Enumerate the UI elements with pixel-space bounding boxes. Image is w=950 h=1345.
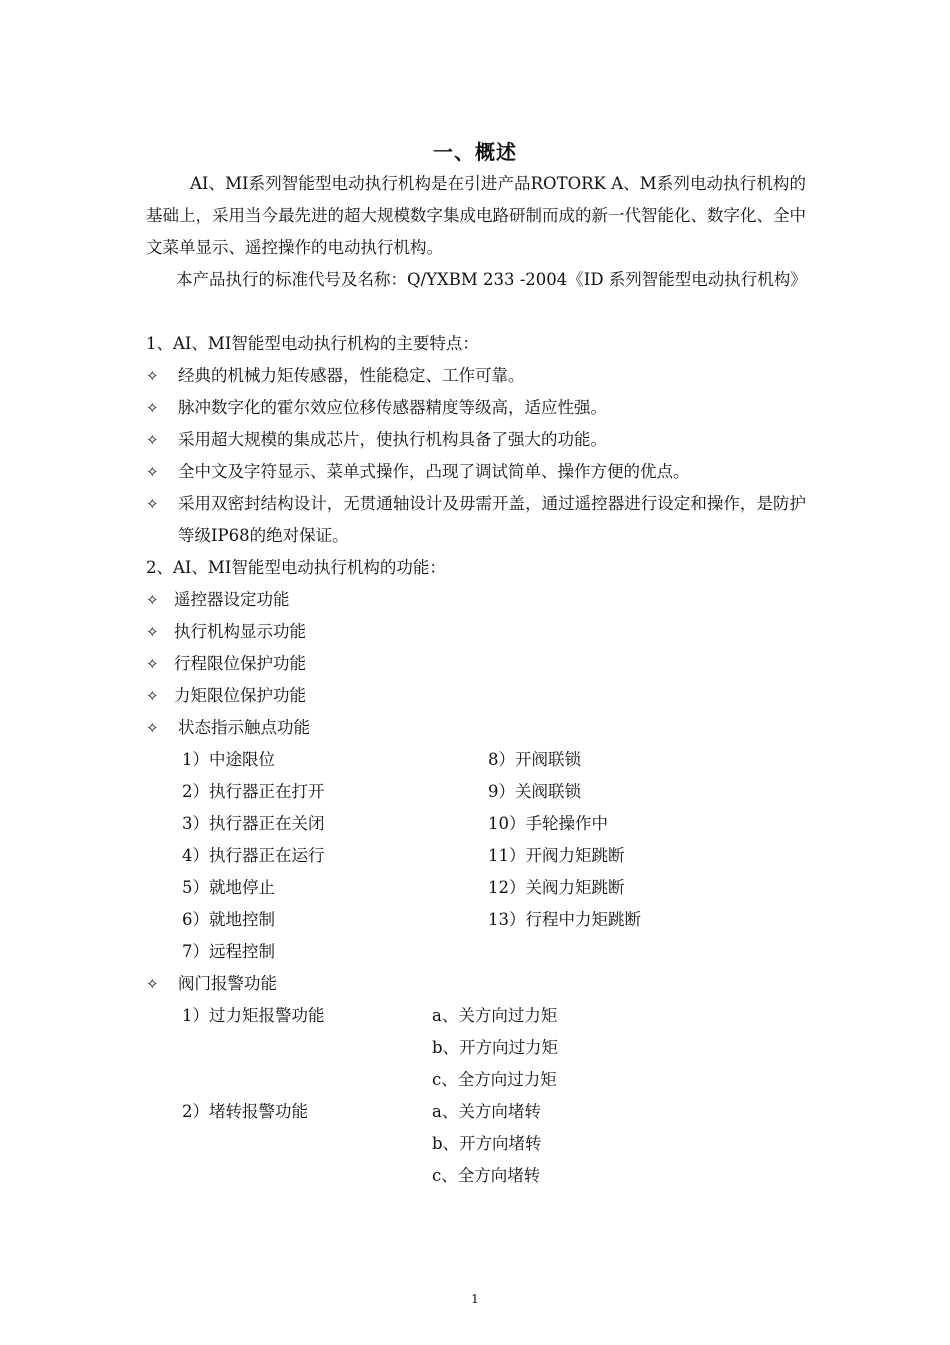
bullet-diamond-icon: ✧ [146, 431, 159, 449]
feature-item: ✧ 全中文及字符显示、菜单式操作，凸现了调试简单、操作方便的优点。 [146, 456, 806, 488]
feature-item: ✧ 采用双密封结构设计，无贯通轴设计及毋需开盖，通过遥控器进行设定和操作，是防护等级IP68的绝对保证。 [146, 488, 806, 552]
status-contact-item: 7）远程控制 [182, 942, 275, 961]
status-contact-item: 6）就地控制 [182, 910, 275, 929]
bullet-diamond-icon: ✧ [146, 463, 159, 481]
bullet-diamond-icon: ✧ [146, 367, 159, 385]
intro-paragraph: AI、MI系列智能型电动执行机构是在引进产品ROTORK A、M系列电动执行机构的基础上，采用当今最先进的超大规模数字集成电路研制而成的新一代智能化、数字化、全中文菜单显示、遥控操作的电动执行机构。 [146, 174, 806, 257]
alarm-sub-item: c、全方向堵转 [432, 1166, 541, 1185]
status-contact-item: 2）执行器正在打开 [182, 782, 325, 801]
alarm-label: 1）过力矩报警功能 [182, 1006, 325, 1025]
bullet-diamond-icon: ✧ [146, 495, 159, 513]
bullet-diamond-icon: ✧ [146, 655, 159, 673]
alarm-sub-item: b、开方向过力矩 [432, 1038, 559, 1057]
bullet-diamond-icon: ✧ [146, 623, 159, 641]
page-title: 一、概述 [433, 140, 517, 164]
feature-item: ✧ 经典的机械力矩传感器，性能稳定、工作可靠。 [146, 360, 806, 392]
alarm-sub-item: a、关方向堵转 [432, 1102, 541, 1121]
function-item: ✧ 力矩限位保护功能 [146, 680, 806, 712]
status-contact-item: 9）关阀联锁 [488, 782, 581, 801]
status-contact-item: 8）开阀联锁 [488, 750, 581, 769]
alarm-label: 2）堵转报警功能 [182, 1102, 308, 1121]
alarm-sub-item: c、全方向过力矩 [432, 1070, 557, 1089]
bullet-diamond-icon: ✧ [146, 687, 159, 705]
bullet-diamond-icon: ✧ [146, 975, 159, 993]
alarm-heading: ✧ 阀门报警功能 [146, 968, 806, 1000]
status-contact-item: 3）执行器正在关闭 [182, 814, 325, 833]
status-contact-item: 5）就地停止 [182, 878, 275, 897]
bullet-diamond-icon: ✧ [146, 591, 159, 609]
function-item: ✧ 遥控器设定功能 [146, 584, 806, 616]
status-contact-item: 4）执行器正在运行 [182, 846, 325, 865]
function-item: ✧ 执行机构显示功能 [146, 616, 806, 648]
section2-heading: 2、AI、MI智能型电动执行机构的功能： [146, 558, 446, 577]
section1-heading: 1、AI、MI智能型电动执行机构的主要特点： [146, 334, 479, 353]
feature-item: ✧ 脉冲数字化的霍尔效应位移传感器精度等级高，适应性强。 [146, 392, 806, 424]
function-item: ✧ 行程限位保护功能 [146, 648, 806, 680]
bullet-diamond-icon: ✧ [146, 719, 159, 737]
standard-paragraph: 本产品执行的标准代号及名称：Q/YXBM 233 -2004《ID 系列智能型电动执行机构》 [176, 270, 807, 289]
status-contact-item: 11）开阀力矩跳断 [488, 846, 625, 865]
status-contact-item: 12）关阀力矩跳断 [488, 878, 625, 897]
status-contact-item: 13）行程中力矩跳断 [488, 910, 641, 929]
alarm-sub-item: b、开方向堵转 [432, 1134, 542, 1153]
function-item: ✧ 状态指示触点功能 [146, 712, 806, 744]
alarm-sub-item: a、关方向过力矩 [432, 1006, 558, 1025]
bullet-diamond-icon: ✧ [146, 399, 159, 417]
status-contact-item: 1）中途限位 [182, 750, 275, 769]
status-contact-item: 10）手轮操作中 [488, 814, 608, 833]
page-number: 1 [471, 1292, 479, 1306]
feature-item: ✧ 采用超大规模的集成芯片，使执行机构具备了强大的功能。 [146, 424, 806, 456]
